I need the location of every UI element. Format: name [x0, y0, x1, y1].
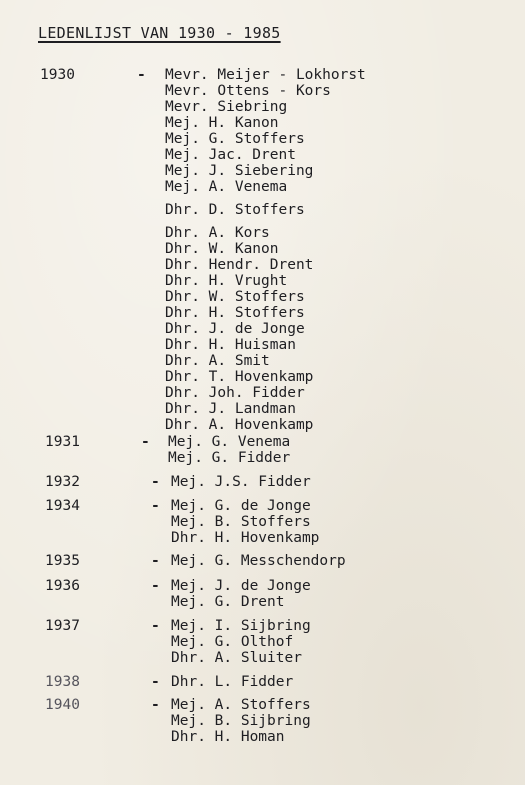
member-list	[171, 498, 319, 546]
member-name: Mej. H. Kanon	[165, 115, 279, 131]
member-name: Mevr. Meijer - Lokhorst	[165, 67, 366, 83]
member-list	[171, 553, 346, 569]
member-name: Dhr. T. Hovenkamp	[165, 369, 314, 385]
member-name: Dhr. W. Stoffers	[165, 289, 305, 305]
member-name: Dhr. A. Smit	[165, 353, 270, 369]
member-name: Dhr. W. Kanon	[165, 241, 279, 257]
member-list	[171, 474, 311, 490]
member-name: Mevr. Siebring	[165, 99, 288, 115]
dash: -	[151, 674, 160, 690]
member-list	[168, 434, 290, 466]
dash: -	[151, 553, 160, 569]
member-list	[171, 697, 311, 745]
member-name: Mej. J. Siebering	[165, 163, 314, 179]
dash: -	[151, 697, 160, 713]
year-label: 1935	[45, 553, 80, 569]
member-name: Dhr. H. Hovenkamp	[171, 530, 320, 546]
member-name: Dhr. A. Hovenkamp	[165, 417, 314, 433]
member-name: Dhr. A. Kors	[165, 225, 270, 241]
member-name: Mej. A. Venema	[165, 179, 288, 195]
member-name: Dhr. A. Sluiter	[171, 650, 302, 666]
member-name: Dhr. Hendr. Drent	[165, 257, 314, 273]
member-name: Mej. G. Fidder	[168, 450, 291, 466]
dash: -	[151, 578, 160, 594]
member-name: Dhr. H. Vrught	[165, 273, 288, 289]
year-label: 1931	[45, 434, 80, 450]
member-name: Mej. G. Venema	[168, 434, 291, 450]
member-name: Mej. J.S. Fidder	[171, 474, 311, 490]
dash: -	[151, 618, 160, 634]
member-name: Mej. G. Messchendorp	[171, 553, 346, 569]
member-name: Mej. G. Stoffers	[165, 131, 305, 147]
dash: -	[137, 67, 146, 83]
member-name: Mej. I. Sijbring	[171, 618, 311, 634]
member-name: Mej. G. Drent	[171, 594, 285, 610]
member-name: Mevr. Ottens - Kors	[165, 83, 331, 99]
member-name: Mej. J. de Jonge	[171, 578, 311, 594]
member-name: Dhr. J. de Jonge	[165, 321, 305, 337]
member-name: Dhr. L. Fidder	[171, 674, 294, 690]
member-name: Dhr. Joh. Fidder	[165, 385, 305, 401]
year-label: 1936	[45, 578, 80, 594]
year-label: 1934	[45, 498, 80, 514]
member-name: Dhr. H. Huisman	[165, 337, 296, 353]
dash: -	[141, 434, 150, 450]
page-title: LEDENLIJST VAN 1930 - 1985	[38, 24, 281, 42]
member-list	[171, 674, 293, 690]
member-list	[165, 67, 366, 433]
year-label: 1932	[45, 474, 80, 490]
year-label: 1937	[45, 618, 80, 634]
member-name: Mej. A. Stoffers	[171, 697, 311, 713]
year-label: 1940	[45, 697, 80, 713]
member-list	[171, 578, 311, 610]
member-name: Mej. G. Olthof	[171, 634, 294, 650]
year-label: 1930	[40, 67, 75, 83]
member-list	[171, 618, 311, 666]
member-name: Mej. B. Sijbring	[171, 713, 311, 729]
member-name: Mej. G. de Jonge	[171, 498, 311, 514]
dash: -	[151, 498, 160, 514]
member-name: Dhr. D. Stoffers	[165, 202, 305, 218]
member-name: Dhr. H. Stoffers	[165, 305, 305, 321]
member-name: Dhr. H. Homan	[171, 729, 285, 745]
dash: -	[151, 474, 160, 490]
member-name: Mej. B. Stoffers	[171, 514, 311, 530]
member-name: Dhr. J. Landman	[165, 401, 296, 417]
member-name: Mej. Jac. Drent	[165, 147, 296, 163]
year-label: 1938	[45, 674, 80, 690]
